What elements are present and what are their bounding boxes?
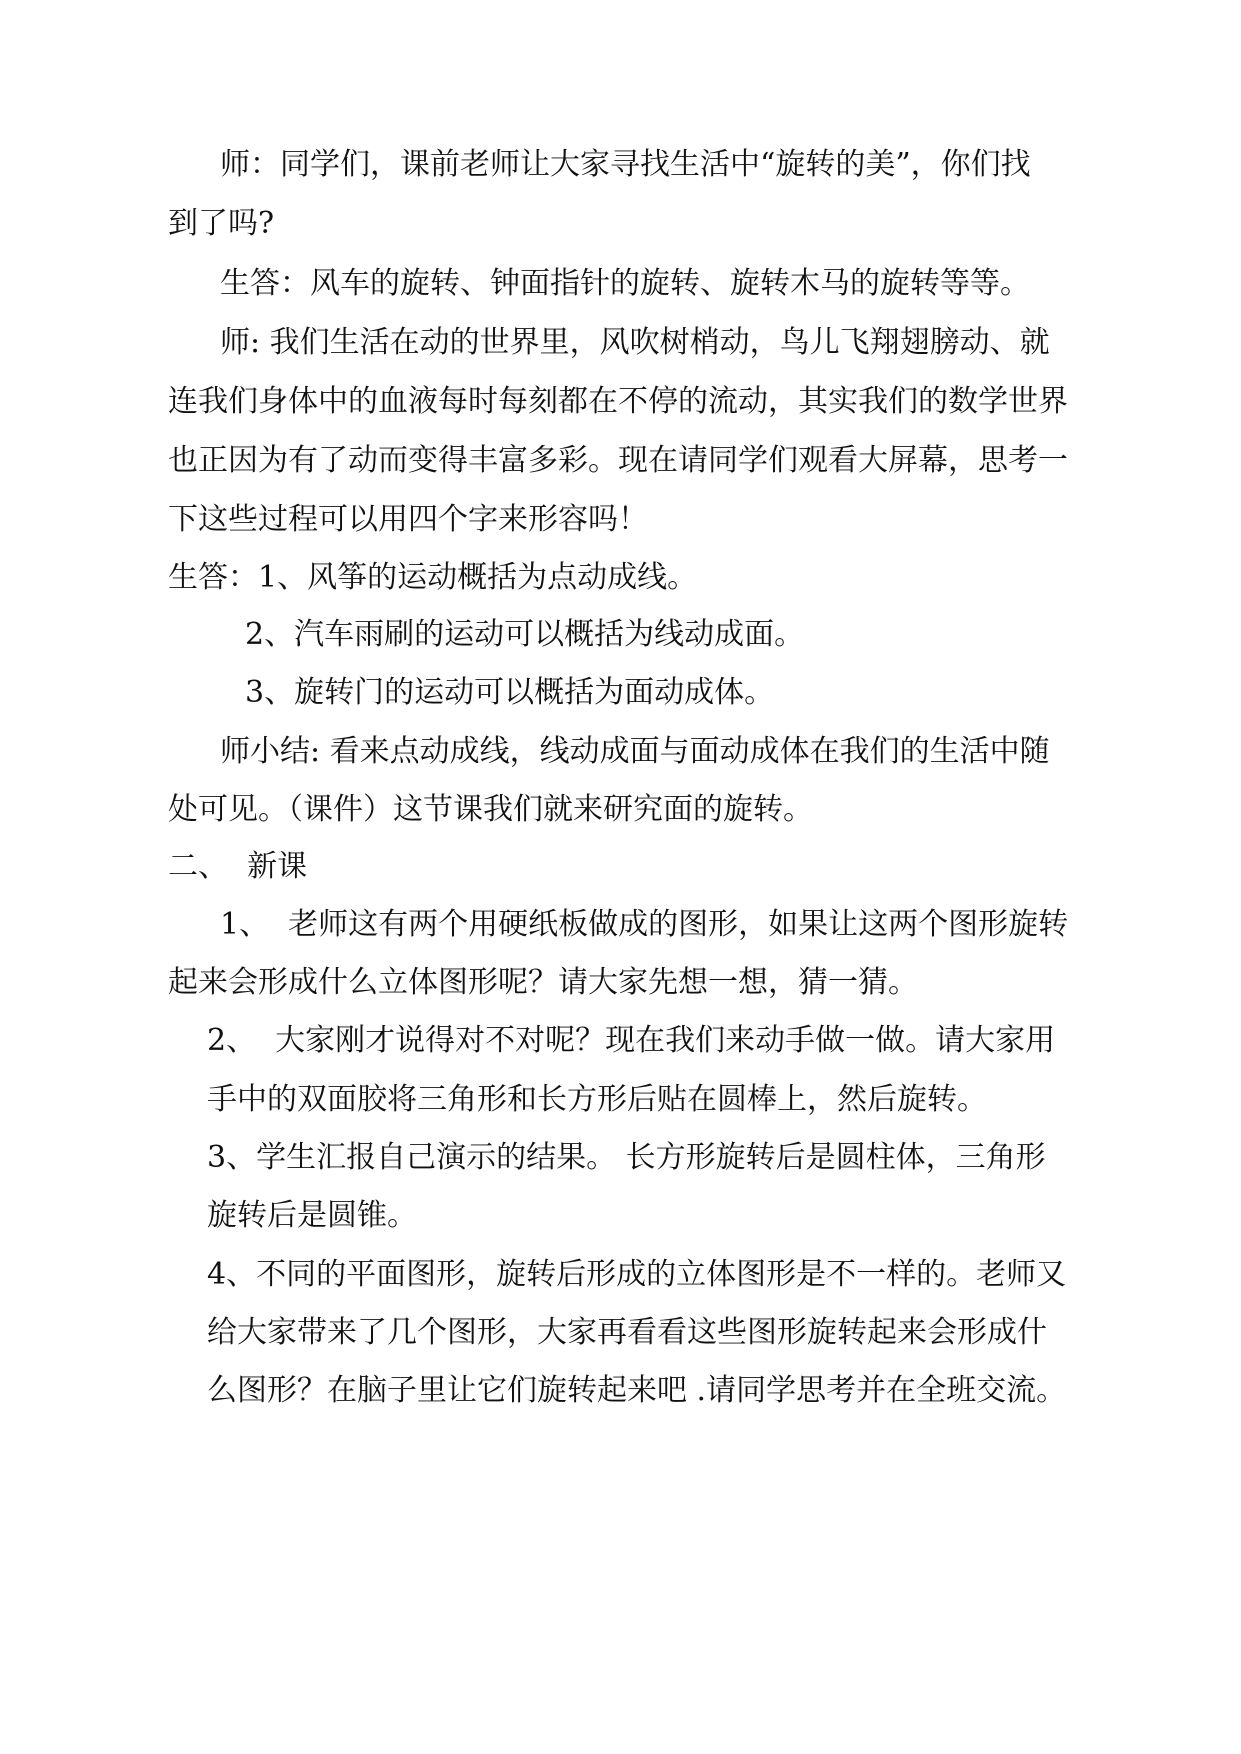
text-line: 3、学生汇报自己演示的结果。 长方形旋转后是圆柱体，三角形 xyxy=(207,1140,1046,1175)
text-line: 连我们身体中的血液每时每刻都在不停的流动，其实我们的数学世界 xyxy=(168,384,1068,419)
text-line: 生答：风车的旋转、钟面指针的旋转、旋转木马的旋转等等。 xyxy=(220,266,1030,301)
section-heading: 二、 新课 xyxy=(168,849,308,884)
text-line: 4、不同的平面图形，旋转后形成的立体图形是不一样的。老师又 xyxy=(207,1257,1067,1292)
text-line: 旋转后是圆锥。 xyxy=(207,1198,417,1233)
text-line: 处可见。（课件）这节课我们就来研究面的旋转。 xyxy=(168,792,813,827)
text-line: 师小结: 看来点动成线，线动成面与面动成体在我们的生活中随 xyxy=(220,734,1050,769)
text-line: 到了吗? xyxy=(168,206,275,241)
text-line: 师: 我们生活在动的世界里，风吹树梢动，鸟儿飞翔翅膀动、就 xyxy=(220,325,1050,360)
text-line: 起来会形成什么立体图形呢？请大家先想一想，猜一猜。 xyxy=(168,965,918,1000)
text-line: 师：同学们，课前老师让大家寻找生活中“旋转的美”，你们找 xyxy=(220,147,1031,182)
text-line: 生答：1、风筝的运动概括为点动成线。 xyxy=(168,560,698,595)
text-line: 1、 老师这有两个用硬纸板做成的图形，如果让这两个图形旋转 xyxy=(220,907,1069,942)
text-line: 么图形？在脑子里让它们旋转起来吧 .请同学思考并在全班交流。 xyxy=(207,1373,1067,1408)
text-line: 3、旋转门的运动可以概括为面动成体。 xyxy=(245,675,775,710)
text-line: 也正因为有了动而变得丰富多彩。现在请同学们观看大屏幕，思考一 xyxy=(168,443,1068,478)
text-line: 2、汽车雨刷的运动可以概括为线动成面。 xyxy=(245,617,805,652)
text-line: 给大家带来了几个图形，大家再看看这些图形旋转起来会形成什 xyxy=(207,1315,1047,1350)
text-line: 2、 大家刚才说得对不对呢？现在我们来动手做一做。请大家用 xyxy=(207,1023,1056,1058)
text-line: 手中的双面胶将三角形和长方形后贴在圆棒上，然后旋转。 xyxy=(207,1082,987,1117)
text-line: 下这些过程可以用四个字来形容吗！ xyxy=(168,502,648,537)
